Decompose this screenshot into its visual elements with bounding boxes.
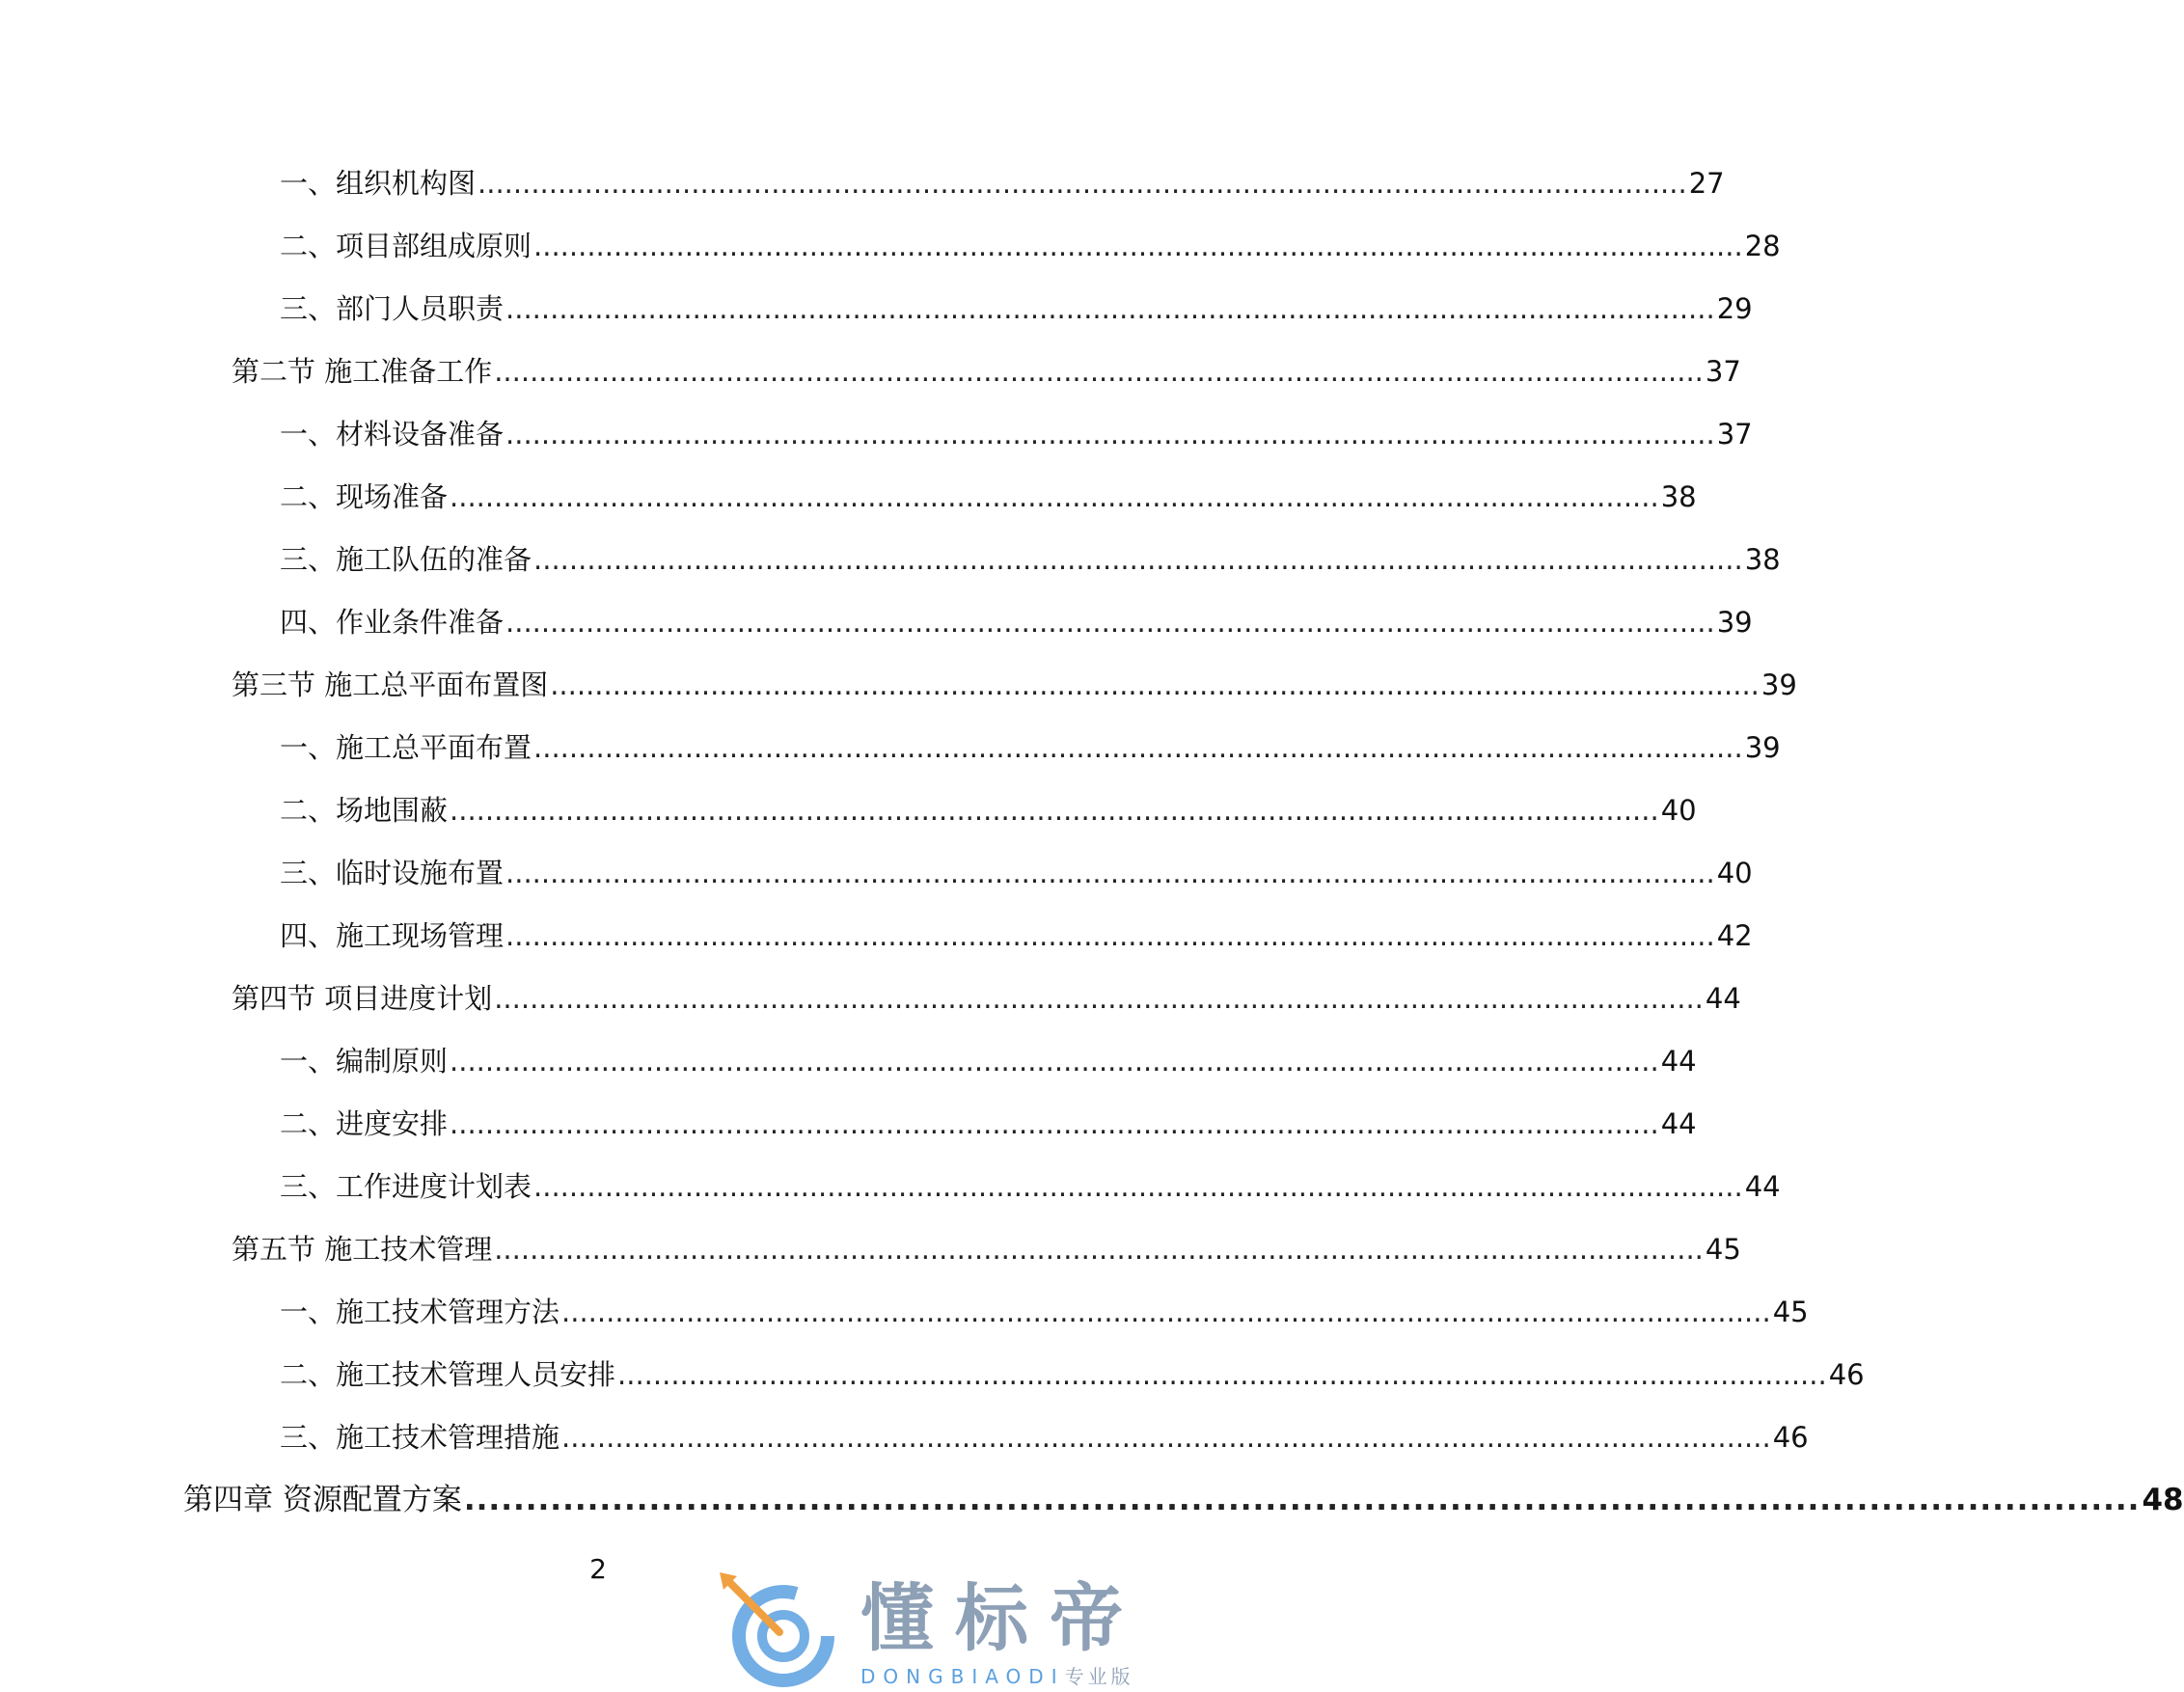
toc-entry-label: 三、工作进度计划表 bbox=[280, 1170, 532, 1203]
toc-entry-label: 三、临时设施布置 bbox=[280, 857, 505, 889]
toc-entry-page: 42 bbox=[1716, 919, 1753, 952]
toc-entry-label: 二、施工技术管理人员安排 bbox=[280, 1358, 616, 1391]
toc-entry[interactable] bbox=[280, 603, 1753, 641]
toc-leader-dots: ........................................................................................................................................ bbox=[505, 606, 1715, 639]
watermark-brand: DONGBIAODI bbox=[860, 1665, 1065, 1688]
toc-entry-page: 38 bbox=[1744, 543, 1781, 576]
watermark-edition: 专业版 bbox=[1064, 1665, 1134, 1688]
toc-leader-dots: ........................................................................................................................................ bbox=[561, 1296, 1771, 1328]
toc-entry-label: 二、项目部组成原则 bbox=[280, 230, 532, 262]
toc-entry-label: 四、施工现场管理 bbox=[280, 919, 505, 952]
toc-entry-label: 三、施工技术管理措施 bbox=[280, 1421, 560, 1454]
toc-entry[interactable] bbox=[232, 979, 1741, 1018]
toc-entry-label: 一、材料设备准备 bbox=[280, 418, 505, 450]
toc-entry-label: 第四节 项目进度计划 bbox=[232, 982, 493, 1015]
toc-entry[interactable] bbox=[280, 791, 1697, 830]
toc-entry-label: 二、场地围蔽 bbox=[280, 794, 449, 827]
toc-leader-dots: ........................................................................................................................................ bbox=[505, 292, 1715, 325]
toc-entry-label: 第二节 施工准备工作 bbox=[232, 355, 493, 388]
toc-leader-dots: ........................................................................................................................................ bbox=[617, 1358, 1827, 1391]
toc-leader-dots: ........................................................................................................................................ bbox=[478, 167, 1687, 200]
toc-leader-dots: ........................................................................................................................................ bbox=[505, 919, 1715, 952]
toc-entry-page: 40 bbox=[1660, 794, 1697, 827]
toc-entry[interactable] bbox=[280, 1167, 1781, 1206]
toc-leader-dots: ........................................................................................................................................ bbox=[463, 1483, 2141, 1517]
toc-entry[interactable] bbox=[280, 289, 1753, 328]
toc-entry[interactable] bbox=[280, 1355, 1865, 1394]
toc-entry[interactable] bbox=[280, 854, 1753, 892]
toc-entry-label: 四、作业条件准备 bbox=[280, 606, 505, 639]
toc-entry-page: 40 bbox=[1716, 857, 1753, 889]
toc-entry-page: 38 bbox=[1660, 480, 1697, 513]
target-logo-icon bbox=[714, 1572, 849, 1692]
toc-leader-dots: ........................................................................................................................................ bbox=[494, 982, 1704, 1015]
toc-entry-page: 45 bbox=[1772, 1296, 1809, 1328]
toc-entry-page: 44 bbox=[1660, 1107, 1697, 1140]
toc-entry-label: 二、进度安排 bbox=[280, 1107, 449, 1140]
toc-leader-dots: ........................................................................................................................................ bbox=[561, 1421, 1771, 1454]
toc-entry-label: 第三节 施工总平面布置图 bbox=[232, 669, 549, 701]
toc-entry-label: 一、施工总平面布置 bbox=[280, 731, 532, 764]
toc-leader-dots: ........................................................................................................................................ bbox=[450, 480, 1659, 513]
toc-entry-page: 46 bbox=[1828, 1358, 1865, 1391]
toc-entry-label: 二、现场准备 bbox=[280, 480, 449, 513]
toc-entry-label: 三、部门人员职责 bbox=[280, 292, 505, 325]
toc-leader-dots: ........................................................................................................................................ bbox=[494, 1233, 1704, 1266]
toc-entry[interactable] bbox=[232, 1230, 1741, 1269]
toc-entry-page: 37 bbox=[1705, 355, 1741, 388]
toc-chapter-entry[interactable] bbox=[183, 1481, 2184, 1519]
watermark-subtitle bbox=[860, 1665, 1134, 1688]
toc-entry[interactable] bbox=[280, 164, 1725, 203]
toc-entry-label: 第四章 资源配置方案 bbox=[183, 1483, 462, 1517]
toc-entry-page: 28 bbox=[1744, 230, 1781, 262]
toc-entry-page: 45 bbox=[1705, 1233, 1741, 1266]
toc-entry-label: 第五节 施工技术管理 bbox=[232, 1233, 493, 1266]
toc-entry-page: 48 bbox=[2142, 1483, 2184, 1517]
page-number: 2 bbox=[589, 1553, 607, 1585]
toc-entry[interactable] bbox=[232, 352, 1741, 391]
toc-entry[interactable] bbox=[280, 227, 1781, 265]
toc-entry-label: 一、组织机构图 bbox=[280, 167, 477, 200]
toc-entry[interactable] bbox=[280, 415, 1753, 453]
toc-leader-dots: ........................................................................................................................................ bbox=[505, 418, 1715, 450]
toc-entry-page: 29 bbox=[1716, 292, 1753, 325]
toc-leader-dots: ........................................................................................................................................ bbox=[494, 355, 1704, 388]
toc-entry-page: 44 bbox=[1660, 1045, 1697, 1078]
toc-leader-dots: ........................................................................................................................................ bbox=[533, 1170, 1743, 1203]
toc-entry-page: 39 bbox=[1761, 669, 1797, 701]
toc-entry-page: 27 bbox=[1688, 167, 1725, 200]
toc-leader-dots: ........................................................................................................................................ bbox=[450, 1045, 1659, 1078]
toc-entry-page: 44 bbox=[1705, 982, 1741, 1015]
toc-entry-page: 46 bbox=[1772, 1421, 1809, 1454]
toc-leader-dots: ........................................................................................................................................ bbox=[450, 794, 1659, 827]
watermark bbox=[714, 1572, 1177, 1692]
watermark-title: 懂标帝 bbox=[860, 1575, 1144, 1661]
toc-entry[interactable] bbox=[280, 728, 1781, 767]
toc-entry-page: 37 bbox=[1716, 418, 1753, 450]
toc-entry[interactable] bbox=[280, 1418, 1809, 1457]
toc-entry-label: 一、施工技术管理方法 bbox=[280, 1296, 560, 1328]
toc-entry-page: 39 bbox=[1744, 731, 1781, 764]
toc-entry[interactable] bbox=[280, 1042, 1697, 1080]
toc-leader-dots: ........................................................................................................................................ bbox=[450, 1107, 1659, 1140]
toc-leader-dots: ........................................................................................................................................ bbox=[550, 669, 1760, 701]
toc-leader-dots: ........................................................................................................................................ bbox=[533, 230, 1743, 262]
toc-leader-dots: ........................................................................................................................................ bbox=[533, 543, 1743, 576]
toc-entry[interactable] bbox=[232, 666, 1797, 704]
toc-entry[interactable] bbox=[280, 916, 1753, 955]
toc-entry-label: 一、编制原则 bbox=[280, 1045, 449, 1078]
toc-entry[interactable] bbox=[280, 1105, 1697, 1143]
toc-entry-page: 44 bbox=[1744, 1170, 1781, 1203]
toc-entry[interactable] bbox=[280, 1293, 1809, 1331]
toc-leader-dots: ........................................................................................................................................ bbox=[505, 857, 1715, 889]
toc-entry-label: 三、施工队伍的准备 bbox=[280, 543, 532, 576]
toc-entry[interactable] bbox=[280, 478, 1697, 516]
toc-entry[interactable] bbox=[280, 540, 1781, 579]
toc-entry-page: 39 bbox=[1716, 606, 1753, 639]
toc-leader-dots: ........................................................................................................................................ bbox=[533, 731, 1743, 764]
